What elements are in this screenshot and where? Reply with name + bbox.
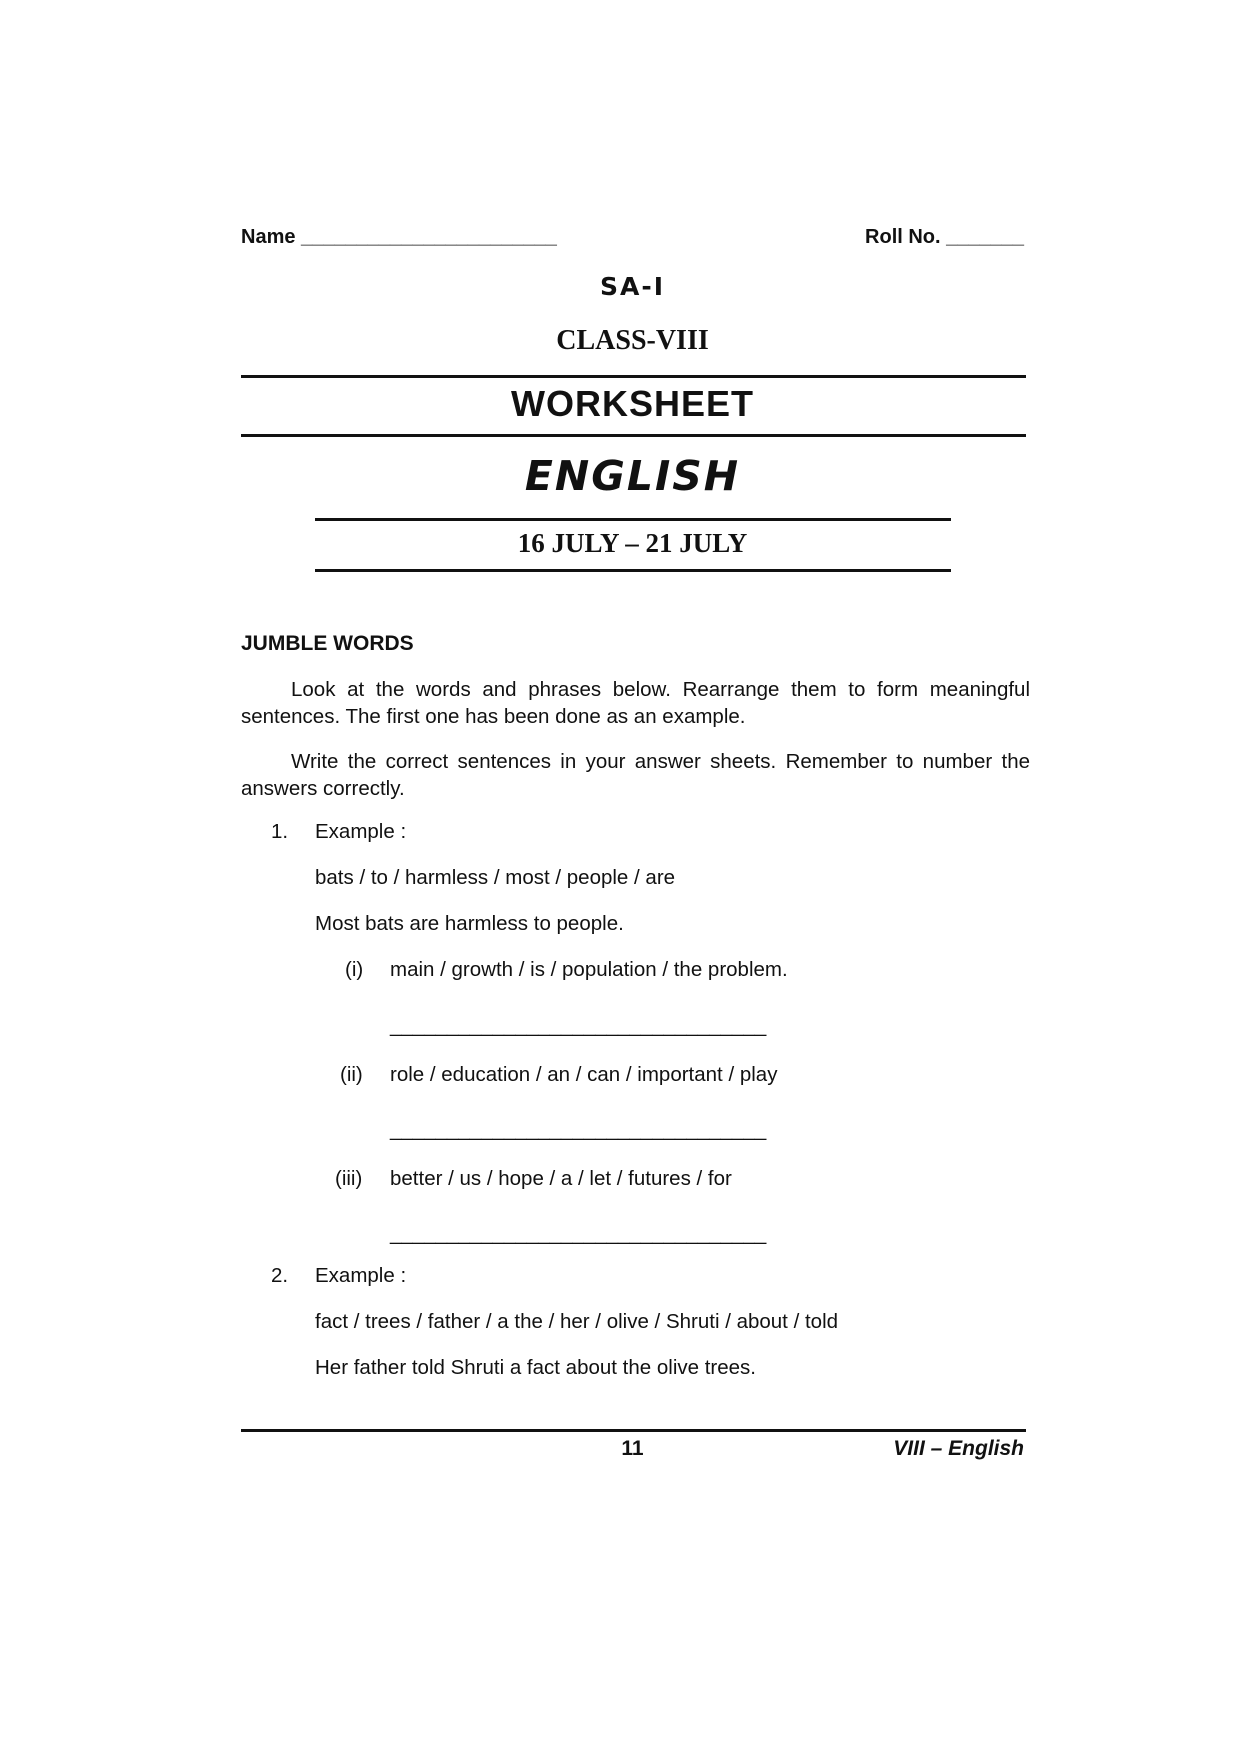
subject-title: ENGLISH [524, 452, 741, 500]
section-heading: JUMBLE WORDS [241, 632, 414, 655]
dates-rule-top [315, 518, 951, 521]
roll-number-field-label: Roll No. _______ [865, 226, 1024, 248]
name-field-label: Name _______________________ [241, 226, 557, 248]
question-2-jumble: fact / trees / father / a the / her / olive / Shruti / about / told [315, 1310, 839, 1333]
footer-subject-label: VIII – English [893, 1437, 1024, 1460]
title-rule-bottom [241, 434, 1026, 437]
question-1-example-label: Example : [315, 820, 407, 843]
question-2-number: 2. [271, 1264, 289, 1287]
question-2-example-label: Example : [315, 1264, 407, 1287]
item-ii-jumble: role / education / an / can / important / play [390, 1063, 778, 1086]
item-ii-answer-blank[interactable]: _________________________________ [390, 1118, 767, 1141]
question-1-jumble: bats / to / harmless / most / people / are [315, 866, 676, 889]
date-range: 16 JULY – 21 JULY [517, 528, 748, 558]
question-1-number: 1. [271, 820, 289, 843]
item-iii-answer-blank[interactable]: _________________________________ [390, 1222, 767, 1245]
instruction-paragraph-2: Write the correct sentences in your answer sheets. Remember to number the answers correctly. [241, 750, 1030, 800]
item-iii-number: (iii) [335, 1167, 363, 1190]
item-iii-jumble: better / us / hope / a / let / futures / for [390, 1167, 732, 1190]
instruction-paragraph-1: Look at the words and phrases below. Rearrange them to form meaningful sentences. The first one has been done as an example. [241, 678, 1030, 728]
footer-rule [241, 1429, 1026, 1432]
question-2-answer: Her father told Shruti a fact about the olive trees. [315, 1356, 756, 1379]
dates-rule-bottom [315, 569, 951, 572]
item-i-jumble: main / growth / is / population / the problem. [390, 958, 788, 981]
worksheet-title: WORKSHEET [511, 383, 754, 424]
title-rule-top [241, 375, 1026, 378]
item-i-answer-blank[interactable]: _________________________________ [390, 1014, 767, 1037]
exam-label: SA-I [599, 272, 666, 301]
page-number: 11 [621, 1437, 644, 1460]
item-i-number: (i) [345, 958, 364, 981]
question-1-answer: Most bats are harmless to people. [315, 912, 624, 935]
class-label: CLASS-VIII [556, 325, 709, 356]
item-ii-number: (ii) [340, 1063, 363, 1086]
